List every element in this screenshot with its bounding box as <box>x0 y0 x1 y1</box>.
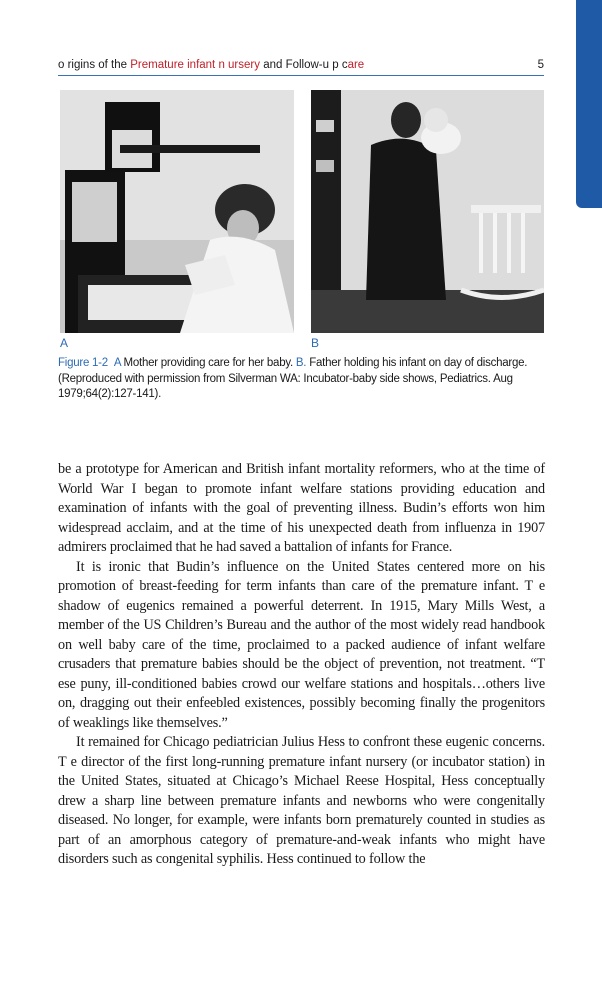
chapter-tab <box>576 0 602 208</box>
photo-father-holding-infant <box>311 90 544 333</box>
caption-a-letter: A <box>113 357 121 369</box>
caption-a-text: Mother providing care for her baby. <box>120 357 296 369</box>
photo-label-a: A <box>60 336 69 350</box>
paragraph: It is ironic that Budin’s influence on the United States centered more on his promotion of breast-feeding for term infants than care of the premature infant. T e shadow of eugenics remained a powerful deterrent. In 1915, Mary Mills West, a member of the US Children’s Bureau and the author of the most widely read handbook on well baby care of the time, proclaimed to a packed audience of infant welfare crusaders that premature babies should be the object of prevention, not treatment. “T ese puny, ill-conditioned babies crowd our welfare stations and hospitals…others live on, dragging out their enfeebled existences, possibly becoming finally the progenitors of weaklings like themselves.” <box>58 558 545 731</box>
caption-b-letter: B. <box>295 357 307 369</box>
running-header <box>58 57 544 76</box>
page-number: 5 <box>537 59 544 71</box>
figure-caption <box>58 356 546 403</box>
photo-label-b: B <box>311 336 320 350</box>
photo-mother-incubator <box>60 90 294 333</box>
paragraph: be a prototype for American and British infant mortality reformers, who at the time of World War I began to promote infant welfare stations providing education and examination of infants with the goal of preventing illness. Budin’s efforts won him widespread acclaim, and at the time of his unexpected death from influenza in 1907 admirers proclaimed that he had saved a battalion of infants for France. <box>58 461 545 555</box>
caption-b-text: Father holding his infant on day of discharge. (Reproduced with permission from Silverman WA: Incubator-baby side shows, Pediatrics. Aug 1979;64(2):127-141). <box>58 357 528 400</box>
body-text <box>58 460 545 870</box>
paragraph: It remained for Chicago pediatrician Julius Hess to confront these eugenic concerns. T e director of the first long-running premature infant nursery (or incubator station) in the United States, situated at Chicago’s Michael Reese Hospital, Hess conceptually drew a sharp line between premature infants and newborns who were congenitally diseased. No longer, for example, were infants born prematurely counted in studies as part of an amorphous category of premature-and-weak infants who might have disorders such as congenital syphilis. Hess continued to follow the <box>58 734 545 867</box>
figure-number: Figure 1-2 <box>58 357 108 369</box>
running-header-title: o rigins of the Premature infant n ursery and Follow-u p care <box>58 59 365 71</box>
